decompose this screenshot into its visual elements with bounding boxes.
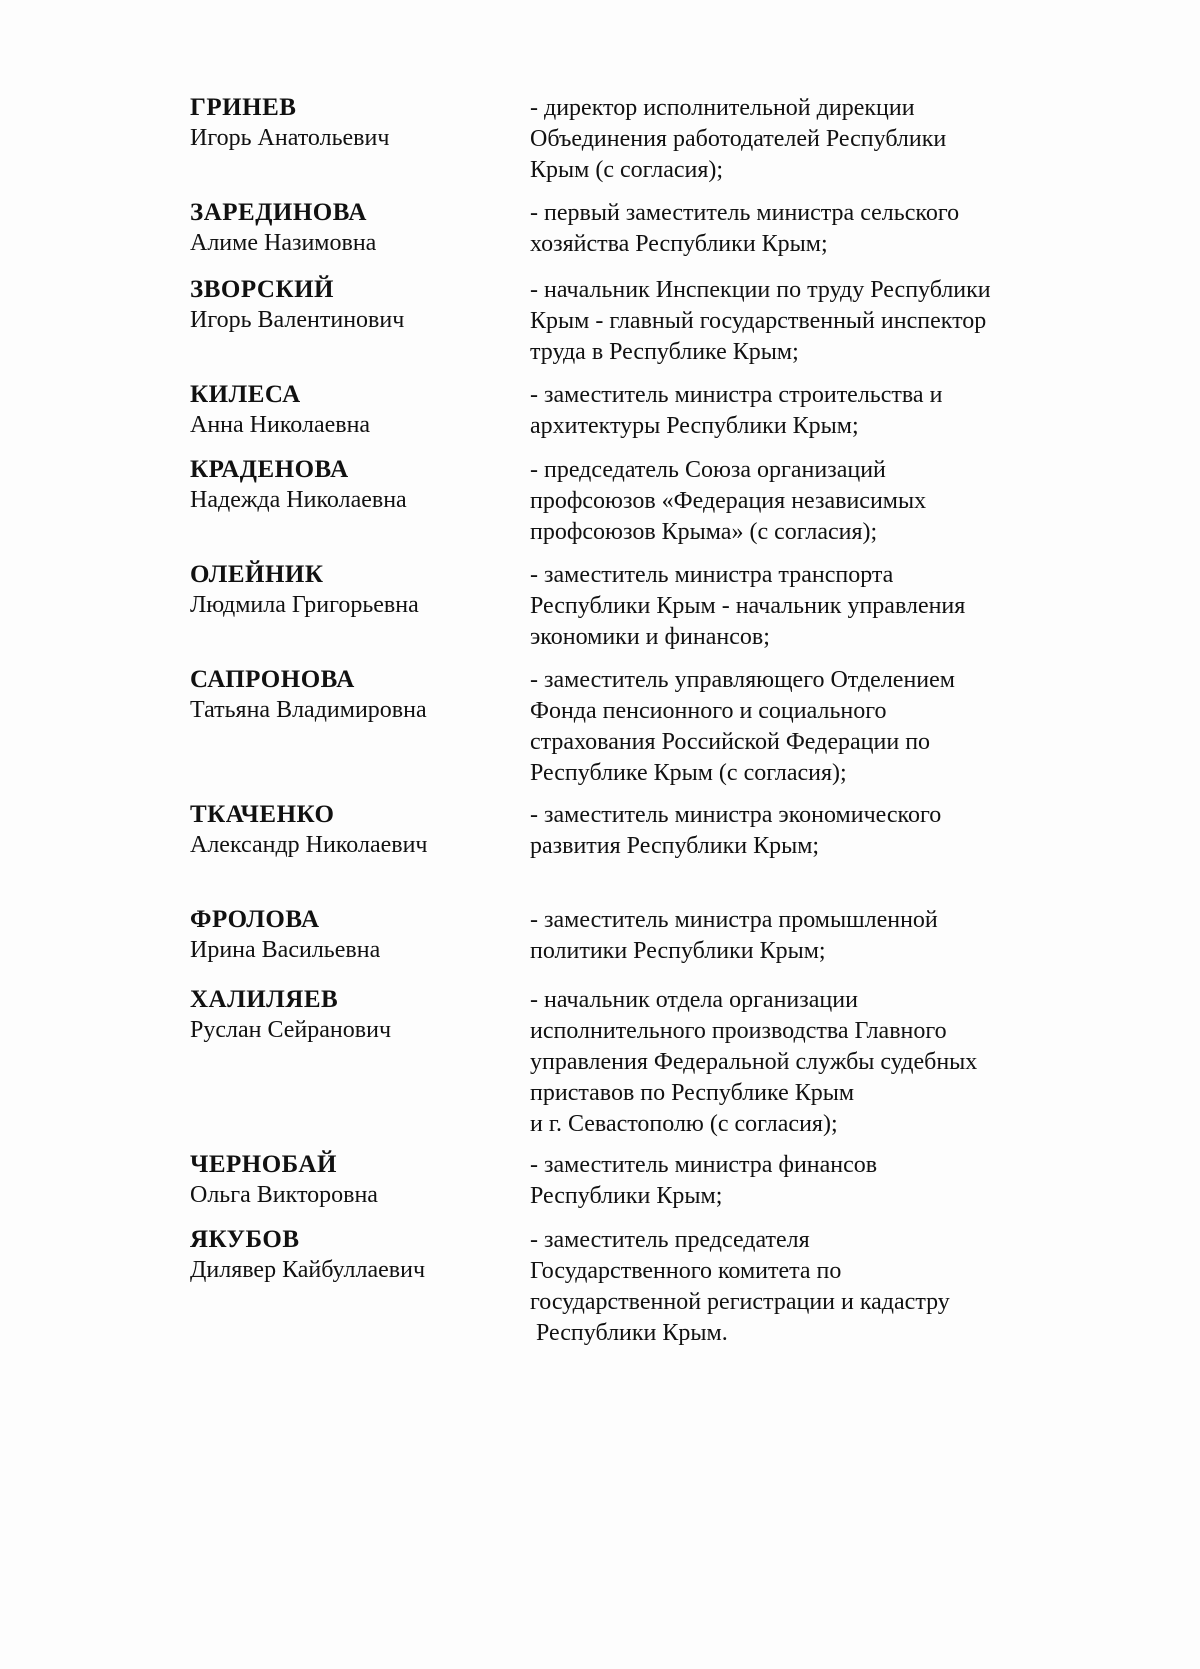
member-surname: ГРИНЕВ (190, 94, 297, 121)
member-role-line: Фонда пенсионного и социального (530, 698, 887, 724)
member-given-name: Игорь Анатольевич (190, 125, 390, 151)
member-role (530, 275, 1090, 368)
member-role-line: - начальник отдела организации (530, 987, 858, 1013)
member-role-line: труда в Республике Крым; (530, 339, 799, 365)
member-name (190, 665, 510, 725)
member-role-line: - заместитель министра промышленной (530, 907, 938, 933)
member-surname: ЯКУБОВ (190, 1226, 300, 1253)
member-given-name: Александр Николаевич (190, 832, 428, 858)
member-role-line: - заместитель министра финансов (530, 1152, 878, 1178)
member-role-line: и г. Севастополю (с согласия); (530, 1111, 838, 1137)
member-role (530, 985, 1090, 1140)
member-role-line: экономики и финансов; (530, 624, 770, 650)
member-name (190, 93, 510, 153)
member-role (530, 1225, 1090, 1349)
member-role-line: государственной регистрации и кадастру (530, 1289, 950, 1315)
member-surname: КИЛЕСА (190, 381, 301, 408)
member-role-line: архитектуры Республики Крым; (530, 413, 859, 439)
member-name (190, 985, 510, 1045)
member-role-line: Крым - главный государственный инспектор (530, 308, 987, 334)
member-role-line: страхования Российской Федерации по (530, 729, 931, 755)
member-surname: ФРОЛОВА (190, 906, 320, 933)
member-role-line: Республики Крым - начальник управления (530, 593, 966, 619)
member-role-line: Государственного комитета по (530, 1258, 842, 1284)
member-role-line: - председатель Союза организаций (530, 457, 886, 483)
member-given-name: Ирина Васильевна (190, 937, 381, 963)
member-role-line: - директор исполнительной дирекции (530, 95, 915, 121)
member-given-name: Анна Николаевна (190, 412, 371, 438)
member-name (190, 1225, 510, 1285)
member-name (190, 198, 510, 258)
member-role-line: - заместитель министра строительства и (530, 382, 943, 408)
member-role (530, 455, 1090, 548)
member-given-name: Ольга Викторовна (190, 1182, 378, 1208)
member-role-line: - заместитель министра экономического (530, 802, 942, 828)
member-name (190, 905, 510, 965)
member-role-line: исполнительного производства Главного (530, 1018, 947, 1044)
member-given-name: Руслан Сейранович (190, 1017, 392, 1043)
member-surname: ЗАРЕДИНОВА (190, 199, 367, 226)
member-role (530, 380, 1090, 442)
member-role-line: - заместитель министра транспорта (530, 562, 894, 588)
member-given-name: Алиме Назимовна (190, 230, 377, 256)
member-given-name: Людмила Григорьевна (190, 592, 419, 618)
member-name (190, 275, 510, 335)
member-role-line: - заместитель председателя (530, 1227, 810, 1253)
member-given-name: Дилявер Кайбуллаевич (190, 1257, 426, 1283)
member-surname: САПРОНОВА (190, 666, 355, 693)
member-given-name: Татьяна Владимировна (190, 697, 427, 723)
member-role-line: приставов по Республике Крым (530, 1080, 855, 1106)
member-role-line: Республики Крым; (530, 1183, 723, 1209)
member-role-line: профсоюзов Крыма» (с согласия); (530, 519, 878, 545)
member-surname: ХАЛИЛЯЕВ (190, 986, 339, 1013)
member-role-line: Крым (с согласия); (530, 157, 724, 183)
member-role-line: политики Республики Крым; (530, 938, 826, 964)
member-given-name: Игорь Валентинович (190, 307, 405, 333)
member-role (530, 560, 1090, 653)
member-role-line: Республики Крым. (536, 1320, 728, 1346)
member-role-line: управления Федеральной службы судебных (530, 1049, 978, 1075)
member-role (530, 905, 1090, 967)
member-surname: ОЛЕЙНИК (190, 561, 324, 588)
member-surname: ТКАЧЕНКО (190, 801, 335, 828)
member-role (530, 198, 1090, 260)
member-role (530, 800, 1090, 862)
member-name (190, 1150, 510, 1210)
member-surname: ЗВОРСКИЙ (190, 276, 334, 303)
member-role-line: Республике Крым (с согласия); (530, 760, 847, 786)
member-role (530, 665, 1090, 789)
member-name (190, 380, 510, 440)
member-role-line: Объединения работодателей Республики (530, 126, 947, 152)
member-name (190, 800, 510, 860)
member-surname: КРАДЕНОВА (190, 456, 349, 483)
member-role-line: хозяйства Республики Крым; (530, 231, 828, 257)
member-role-line: - начальник Инспекции по труду Республики (530, 277, 991, 303)
member-role-line: - заместитель управляющего Отделением (530, 667, 955, 693)
member-role-line: - первый заместитель министра сельского (530, 200, 960, 226)
member-given-name: Надежда Николаевна (190, 487, 407, 513)
member-role-line: профсоюзов «Федерация независимых (530, 488, 927, 514)
member-role (530, 1150, 1090, 1212)
member-role-line: развития Республики Крым; (530, 833, 820, 859)
member-role (530, 93, 1090, 186)
member-surname: ЧЕРНОБАЙ (190, 1151, 337, 1178)
member-name (190, 560, 510, 620)
member-name (190, 455, 510, 515)
